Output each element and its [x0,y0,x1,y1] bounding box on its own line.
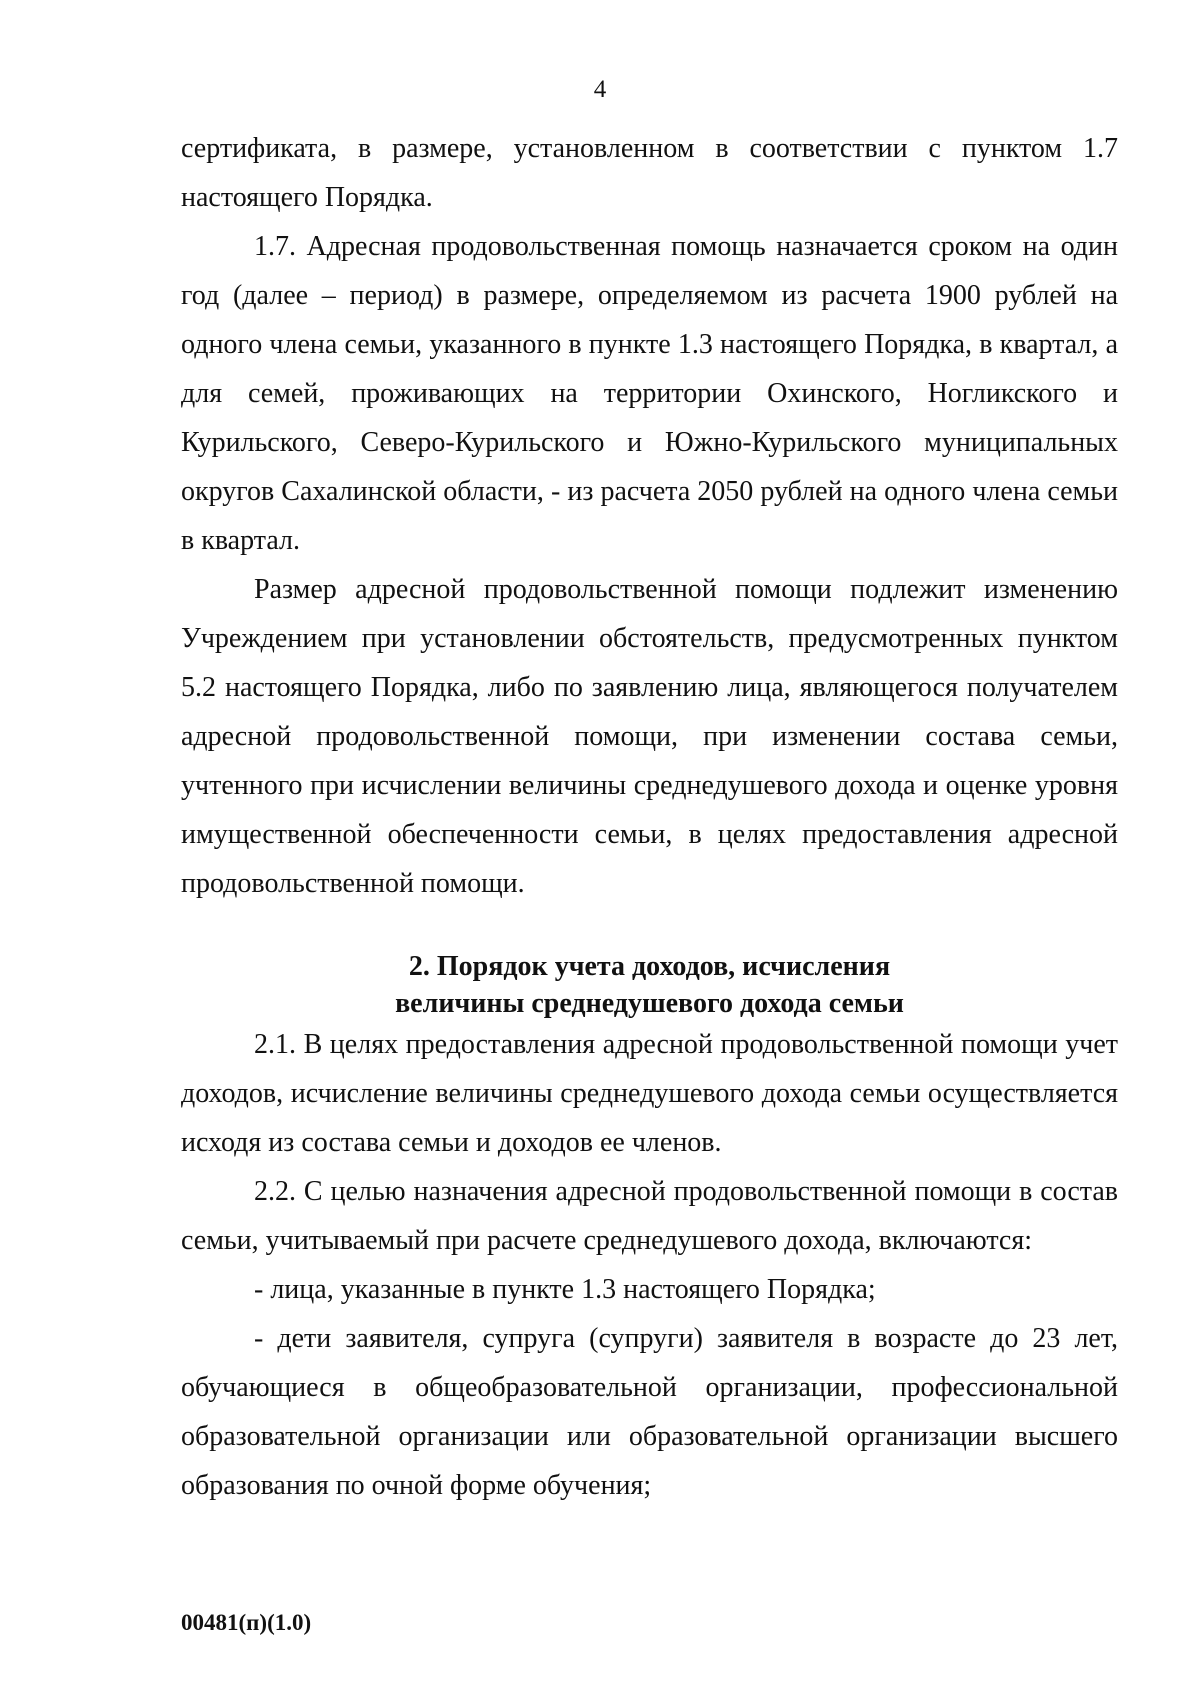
body-text-section-2 [181,1020,1118,1510]
paragraph-2-1: 2.1. В целях предоставления адресной продовольственной помощи учет доходов, исчисление величины среднедушевого дохода семьи осуществляется исходя из состава семьи и доходов ее членов. [181,1029,1118,1158]
paragraph-continuation: сертификата, в размере, установленном в соответствии с пунктом 1.7 настоящего Порядка. [181,133,1118,213]
paragraph-1-7: 1.7. Адресная продовольственная помощь назначается сроком на один год (далее – период) в размере, определяемом из расчета 1900 рублей на одного члена семьи, указанного в пункте 1.3 настоящего Порядка, в квартал, а для семей, проживающих на территории Охинского, Ногликского и Курильского, Северо-Курильского и Южно-Курильского муниципальных округов Сахалинской области, - из расчета 2050 рублей на одного члена семьи в квартал. [181,231,1118,556]
paragraph-size-change: Размер адресной продовольственной помощи подлежит изменению Учреждением при установлении обстоятельств, предусмотренных пунктом 5.2 настоящего Порядка, либо по заявлению лица, являющегося получателем адресной продовольственной помощи, при изменении состава семьи, учтенного при исчислении величины среднедушевого дохода и оценке уровня имущественной обеспеченности семьи, в целях предоставления адресной продовольственной помощи. [181,574,1118,899]
body-text-top [181,124,1118,908]
section-heading-line-2: величины среднедушевого дохода семьи [395,988,904,1019]
list-item-persons: - лица, указанные в пункте 1.3 настоящего Порядка; [254,1274,876,1305]
section-heading [181,948,1118,1022]
page-number: 4 [593,76,607,103]
paragraph-2-2: 2.2. С целью назначения адресной продовольственной помощи в состав семьи, учитываемый при расчете среднедушевого дохода, включаются: [181,1176,1118,1256]
list-item-children: - дети заявителя, супруга (супруги) заявителя в возрасте до 23 лет, обучающиеся в общеобразовательной организации, профессиональной образовательной организации или образовательной организации высшего образования по очной форме обучения; [181,1323,1118,1501]
document-code: 00481(п)(1.0) [181,1610,312,1635]
section-heading-line-1: 2. Порядок учета доходов, исчисления [408,951,891,982]
